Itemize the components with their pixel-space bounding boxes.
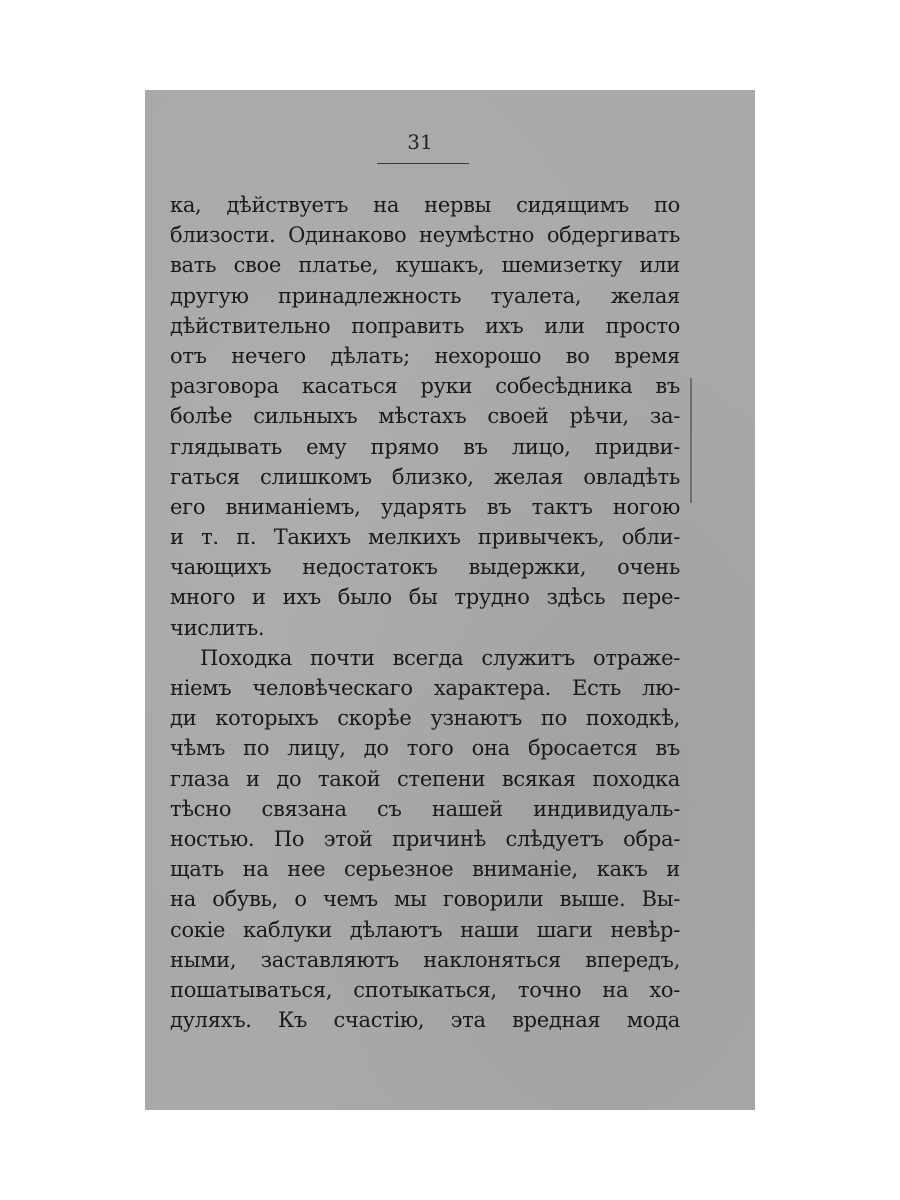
text-line-paragraph-start: Походка почти всегда служитъ отраже- (200, 645, 680, 670)
text-line: разговора касаться руки собесѣдника въ (170, 374, 680, 399)
text-line: чѣмъ по лицу, до того она бросается въ (170, 736, 680, 761)
text-line: глядывать ему прямо въ лицо, придви- (170, 434, 680, 459)
text-line: вать свое платье, кушакъ, шемизетку или (170, 253, 680, 278)
header-rule (377, 163, 469, 164)
text-line: пошатываться, спотыкаться, точно на хо- (170, 977, 680, 1002)
text-line: глаза и до такой степени всякая походка (170, 766, 680, 791)
body-text (170, 190, 680, 1035)
text-line: щать на нее серьезное вниманіе, какъ и (170, 857, 680, 882)
text-line: ностью. По этой причинѣ слѣдуетъ обра- (170, 826, 680, 851)
text-line: много и ихъ было бы трудно здѣсь пере- (170, 585, 680, 610)
text-line: другую принадлежность туалета, желая (170, 283, 680, 308)
text-line: ными, заставляютъ наклоняться впередъ, (170, 947, 680, 972)
text-line: близости. Одинаково неумѣстно обдергивать (170, 223, 680, 248)
text-line: тѣсно связана съ нашей индивидуаль- (170, 796, 680, 821)
text-line: ка, дѣйствуетъ на нервы сидящимъ по (170, 193, 680, 217)
text-line-paragraph-end: числить. (170, 615, 265, 640)
book-page (145, 90, 755, 1110)
text-line: и т. п. Такихъ мелкихъ привычекъ, обли- (170, 525, 680, 550)
text-line: гаться слишкомъ близко, желая овладѣть (170, 464, 680, 489)
text-line: его вниманіемъ, ударять въ тактъ ногою (170, 494, 680, 519)
margin-pencil-mark (690, 378, 692, 503)
text-line: болѣе сильныхъ мѣстахъ своей рѣчи, за- (170, 404, 680, 429)
text-line: дѣйствительно поправить ихъ или просто (170, 313, 680, 338)
text-line: отъ нечего дѣлать; нехорошо во время (170, 343, 680, 368)
text-line: ди которыхъ скорѣе узнаютъ по походкѣ, (170, 706, 680, 731)
text-line: ніемъ человѣческаго характера. Есть лю- (170, 676, 680, 700)
text-line: сокіе каблуки дѣлаютъ наши шаги невѣр- (170, 917, 680, 942)
text-line: на обувь, о чемъ мы говорили выше. Вы- (170, 887, 680, 912)
text-line: чающихъ недостатокъ выдержки, очень (170, 555, 680, 580)
page-number: 31 (407, 130, 433, 154)
text-line: дуляхъ. Къ счастію, эта вредная мода (170, 1008, 680, 1033)
